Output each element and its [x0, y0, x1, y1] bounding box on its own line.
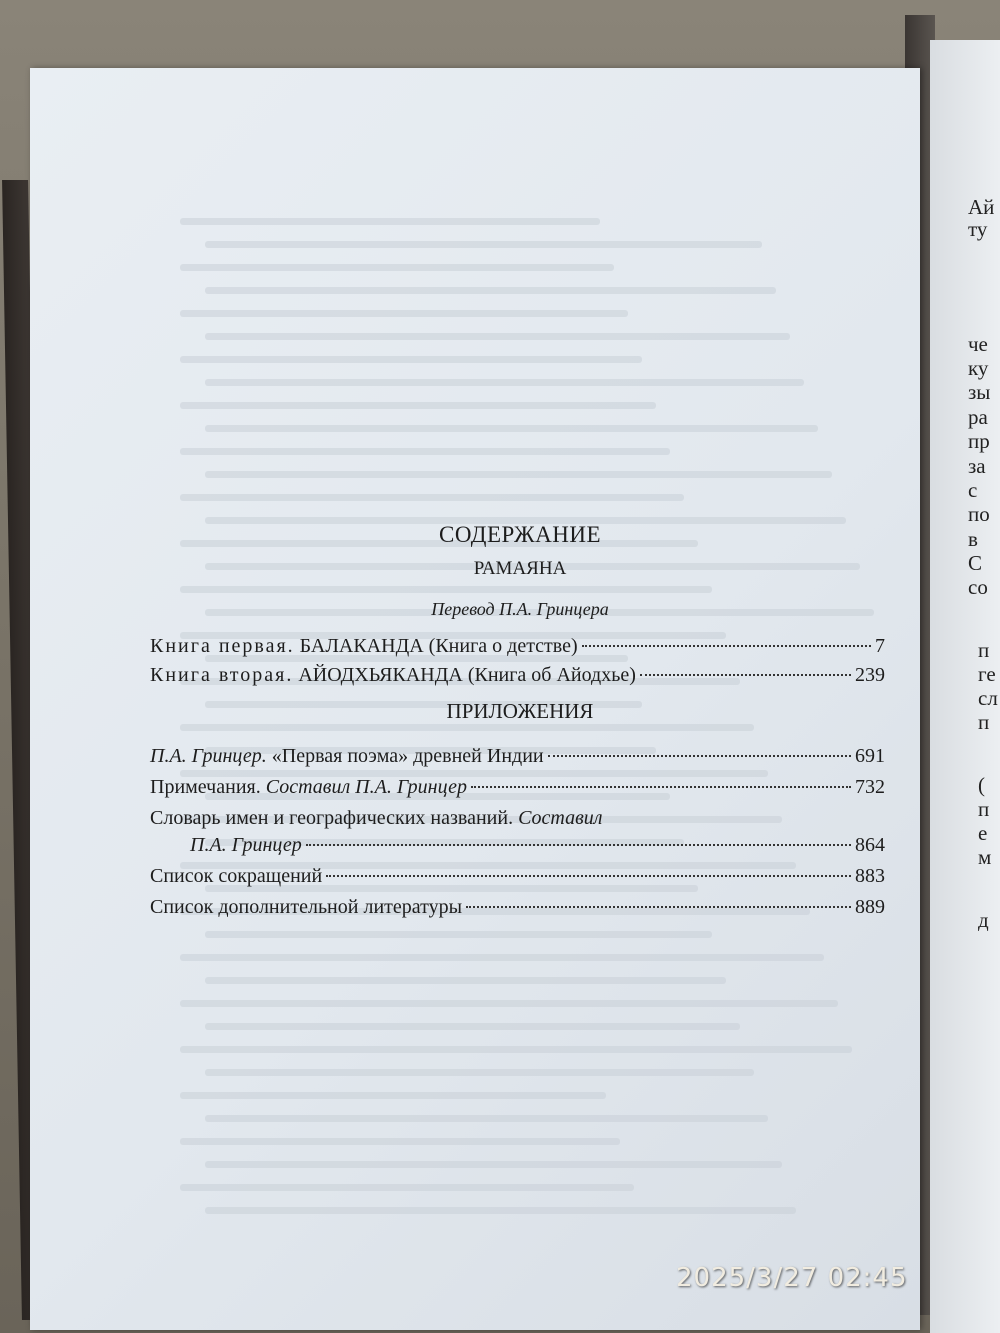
- show-through-line: [180, 448, 670, 455]
- entry-title: Словарь имен и географических названий.: [150, 807, 514, 829]
- show-through-line: [205, 1069, 754, 1076]
- photo-timestamp: 2025/3/27 02:45: [676, 1263, 908, 1293]
- show-through-line: [205, 1161, 782, 1168]
- dot-leader: [582, 645, 871, 647]
- entry-title: Примечания.: [150, 776, 261, 798]
- toc-entry-notes: [150, 776, 885, 799]
- show-through-line: [180, 356, 642, 363]
- toc-entry-dictionary: [150, 807, 670, 830]
- show-through-line: [180, 1046, 852, 1053]
- entry-editor: Составил П.А. Гринцер: [265, 776, 467, 798]
- entry-title: Список дополнительной литературы: [150, 896, 463, 918]
- book-label: Книга вторая.: [150, 664, 294, 686]
- facing-page-fragment: за: [968, 454, 986, 478]
- show-through-line: [205, 471, 832, 478]
- show-through-line: [205, 1207, 796, 1214]
- facing-page-fragment: ра: [968, 405, 988, 429]
- facing-page-fragment: е: [978, 821, 988, 845]
- show-through-line: [205, 241, 762, 248]
- facing-page-fragment: п: [978, 710, 990, 734]
- page-number: 889: [855, 896, 885, 918]
- entry-editor-name: П.А. Гринцер: [190, 834, 302, 856]
- facing-page-fragment: сл: [978, 686, 998, 710]
- toc-entry-book-1: [150, 635, 885, 658]
- dot-leader: [471, 786, 851, 788]
- show-through-line: [180, 402, 656, 409]
- page-number: 239: [855, 664, 885, 686]
- translator-line: Перевод П.А. Гринцера: [431, 599, 609, 619]
- show-through-line: [205, 1023, 740, 1030]
- facing-page-fragment: д: [978, 908, 989, 932]
- show-through-line: [180, 264, 614, 271]
- show-through-line: [205, 1115, 768, 1122]
- show-through-text: [180, 218, 880, 1238]
- toc-entry-essay: [150, 745, 885, 768]
- facing-page-fragment: пр: [968, 429, 990, 453]
- show-through-line: [180, 494, 684, 501]
- facing-page-fragment: п: [978, 797, 990, 821]
- book-title: БАЛАКАНДА (Книга о детстве): [299, 635, 578, 657]
- dot-leader: [640, 674, 851, 676]
- entry-title: Список сокращений: [150, 865, 323, 887]
- toc-entry-dictionary-cont: [190, 834, 885, 857]
- facing-page-fragment: ту: [968, 217, 988, 241]
- facing-page-fragment: ку: [968, 356, 989, 380]
- facing-page-fragment: зы: [968, 380, 991, 404]
- show-through-line: [180, 1138, 620, 1145]
- dot-leader: [306, 844, 851, 846]
- show-through-line: [205, 287, 776, 294]
- page-number: 864: [855, 834, 885, 856]
- toc-entry-literature: [150, 896, 885, 919]
- show-through-line: [205, 425, 818, 432]
- toc-entry-abbreviations: [150, 865, 885, 888]
- facing-page-fragment: ге: [978, 662, 996, 686]
- entry-author: П.А. Гринцер.: [150, 745, 267, 767]
- facing-page-fragment: м: [978, 845, 992, 869]
- facing-page-fragment: с: [968, 478, 978, 502]
- show-through-line: [180, 1000, 838, 1007]
- facing-page-fragment: п: [978, 638, 990, 662]
- page-number: 691: [855, 745, 885, 767]
- show-through-line: [205, 931, 712, 938]
- dot-leader: [326, 875, 851, 877]
- show-through-line: [180, 1184, 634, 1191]
- facing-page-fragment: Ай: [968, 195, 995, 219]
- page-number: 732: [855, 776, 885, 798]
- work-title: РАМАЯНА: [473, 558, 567, 579]
- dot-leader: [548, 755, 851, 757]
- page-number: 7: [875, 635, 885, 657]
- book-page: [30, 68, 920, 1330]
- facing-page: [930, 40, 1000, 1333]
- show-through-line: [180, 1092, 606, 1099]
- show-through-line: [205, 977, 726, 984]
- book-label: Книга первая.: [150, 635, 295, 657]
- show-through-line: [205, 379, 804, 386]
- appendix-heading: ПРИЛОЖЕНИЯ: [446, 699, 594, 723]
- show-through-line: [205, 333, 790, 340]
- facing-page-fragment: со: [968, 575, 988, 599]
- facing-page-fragment: (: [978, 773, 985, 797]
- dot-leader: [466, 906, 851, 908]
- show-through-line: [180, 724, 754, 731]
- facing-page-fragment: С: [968, 551, 983, 575]
- facing-page-fragment: в: [968, 527, 978, 551]
- facing-page-fragment: че: [968, 332, 988, 356]
- show-through-line: [180, 218, 600, 225]
- toc-entry-book-2: [150, 664, 885, 687]
- facing-page-fragment: по: [968, 502, 990, 526]
- entry-title: «Первая поэма» древней Индии: [271, 745, 544, 767]
- entry-editor: Составил: [518, 807, 603, 829]
- show-through-line: [180, 310, 628, 317]
- book-title: АЙОДХЬЯКАНДА (Книга об Айодхье): [298, 664, 636, 686]
- show-through-line: [180, 954, 824, 961]
- page-number: 883: [855, 865, 885, 887]
- contents-heading: СОДЕРЖАНИЕ: [438, 522, 601, 547]
- show-through-line: [180, 586, 712, 593]
